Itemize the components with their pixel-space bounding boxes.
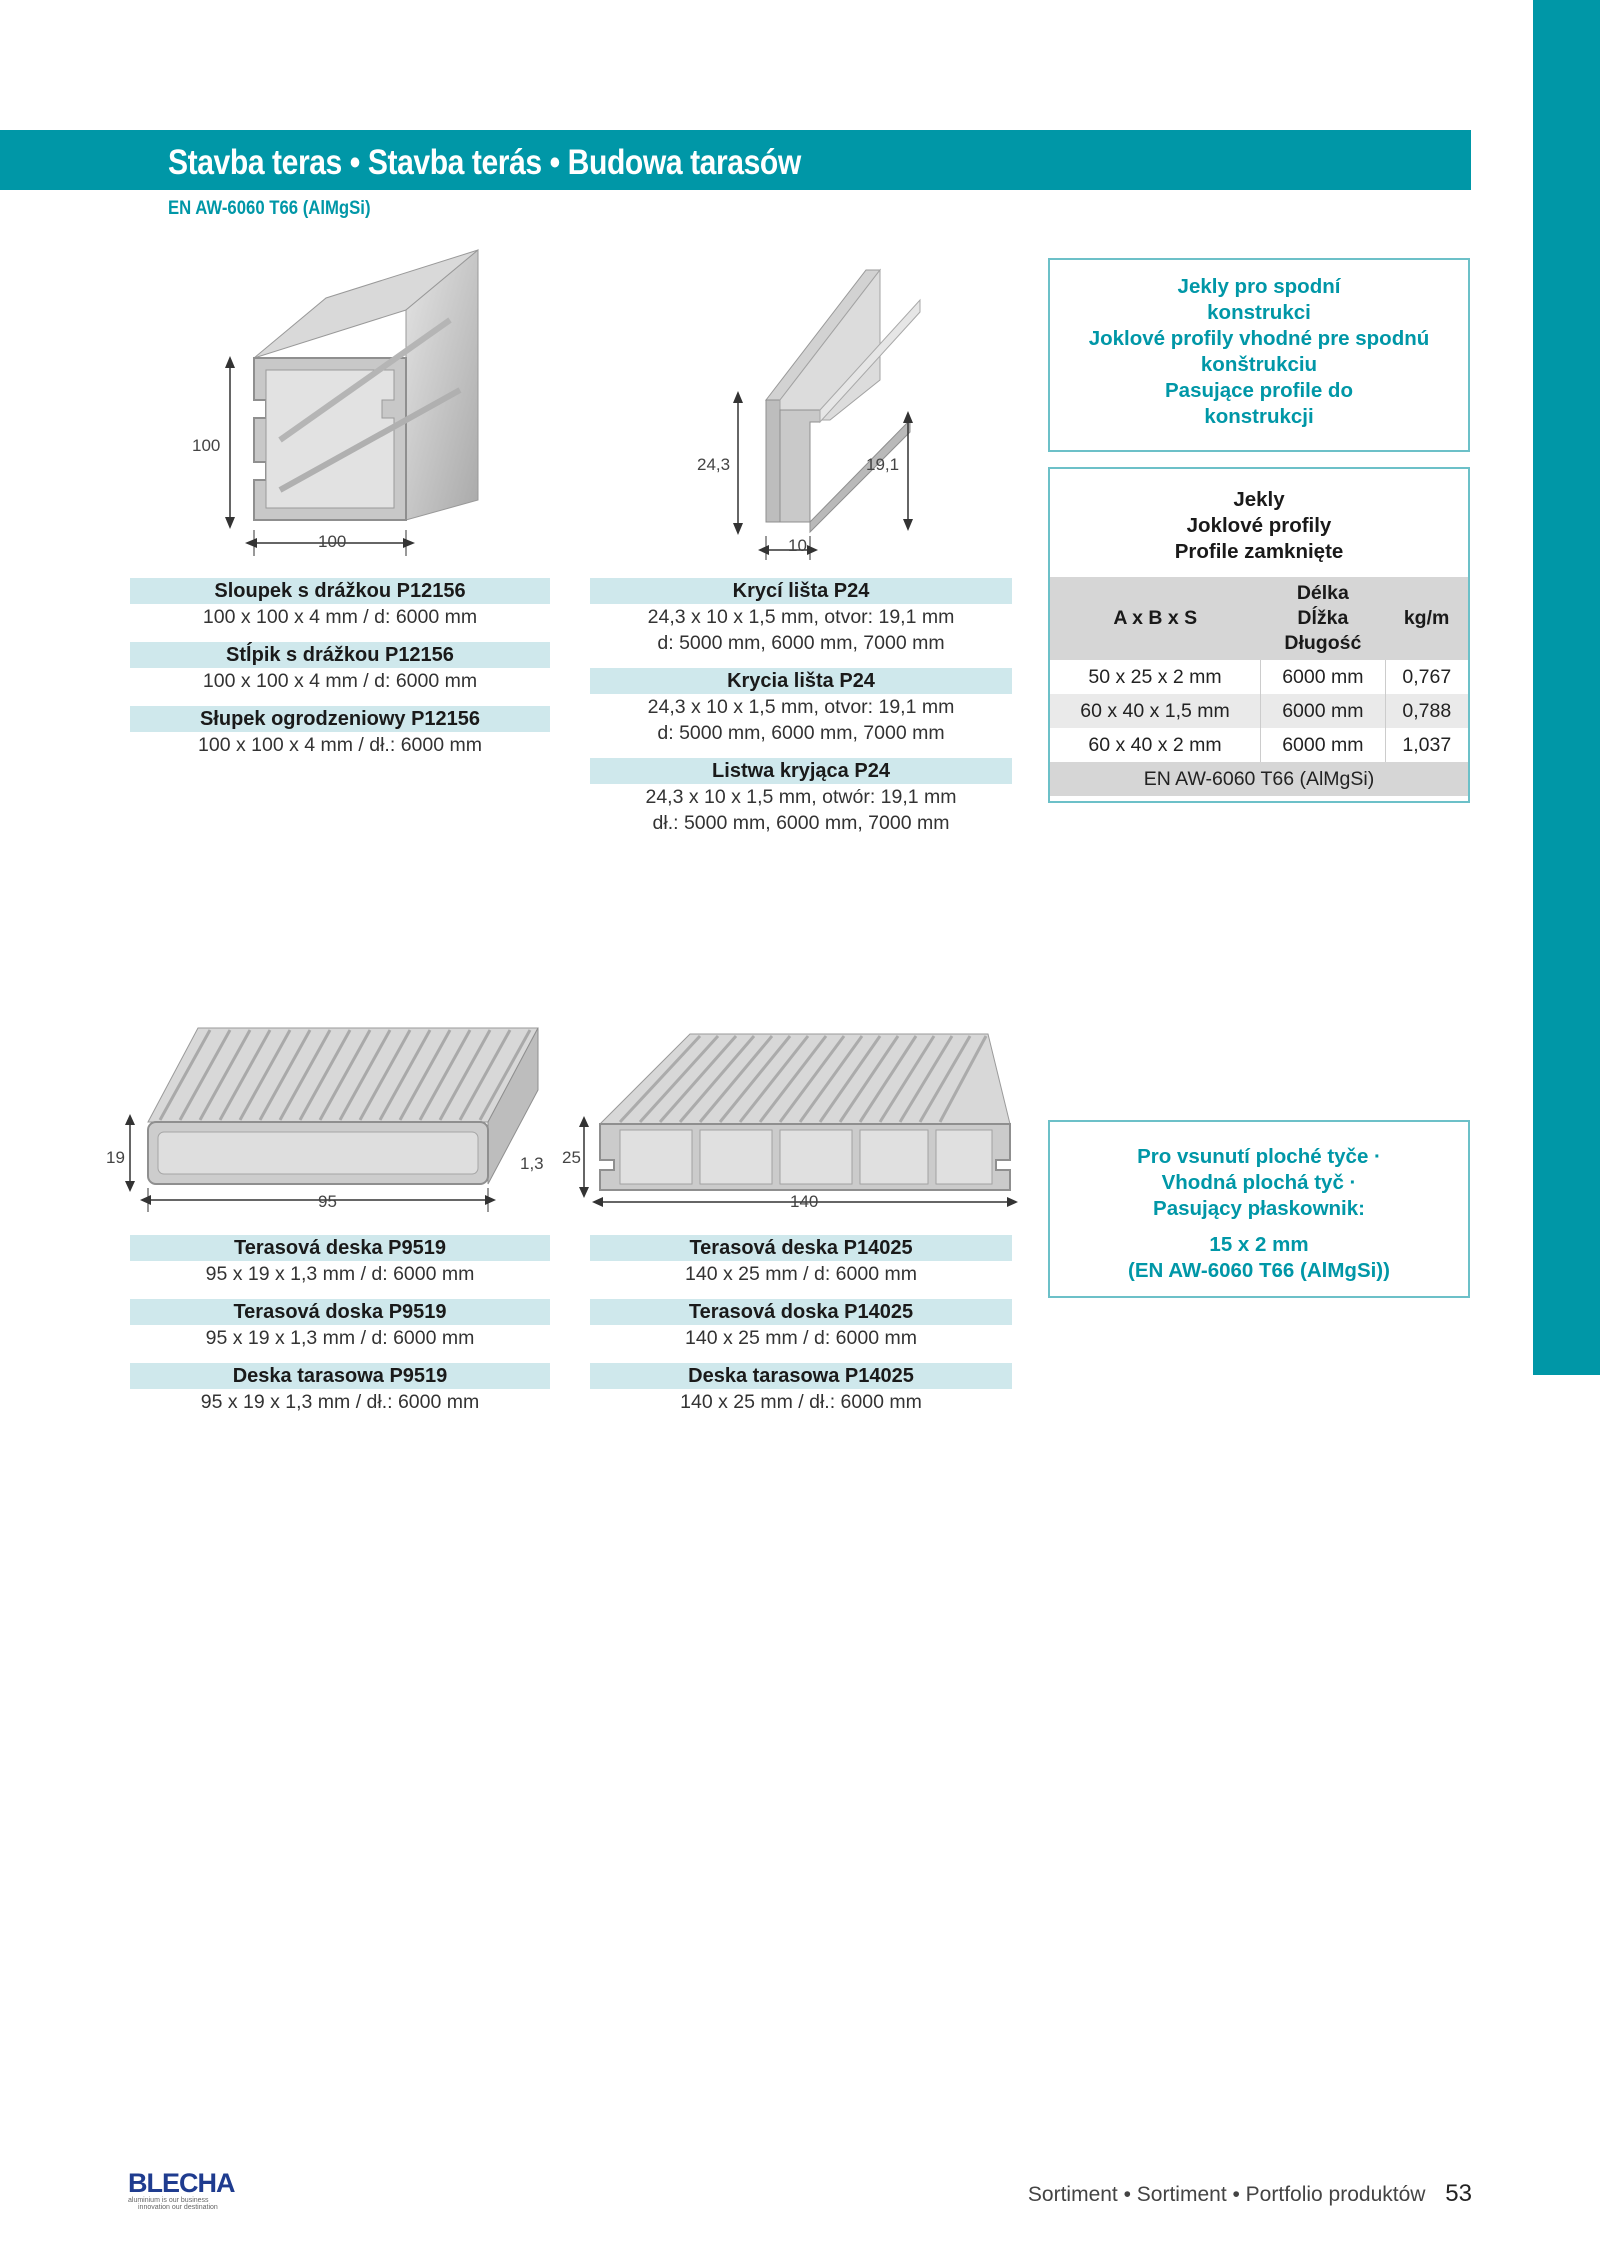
logo-tagline: innovation our destination bbox=[138, 2204, 218, 2211]
product-spec-pl: 24,3 x 10 x 1,5 mm, otwór: 19,1 mm bbox=[645, 786, 957, 808]
info-line: Joklové profily vhodné pre spodnú bbox=[1088, 327, 1430, 350]
dimension-height: 100 bbox=[192, 436, 221, 455]
dimension-width: 10 bbox=[788, 536, 807, 555]
info-line: 15 x 2 mm bbox=[1209, 1233, 1309, 1256]
cell-weight: 0,767 bbox=[1402, 666, 1452, 688]
cell-length: 6000 mm bbox=[1261, 728, 1386, 762]
page-number: 53 bbox=[1445, 2180, 1472, 2207]
product-cover-strip-info bbox=[590, 578, 1012, 836]
product-spec-sk: 140 x 25 mm / d: 6000 mm bbox=[685, 1327, 917, 1349]
product-label-cz: Terasová deska P14025 bbox=[590, 1235, 1012, 1261]
product-spec-cz: 140 x 25 mm / d: 6000 mm bbox=[685, 1263, 917, 1285]
table-row bbox=[1050, 694, 1468, 728]
product-spec-cz: 24,3 x 10 x 1,5 mm, otvor: 19,1 mm bbox=[647, 606, 955, 628]
product-spec-sk: 24,3 x 10 x 1,5 mm, otvor: 19,1 mm bbox=[647, 696, 955, 718]
dimension-width: 95 bbox=[318, 1192, 337, 1211]
cell-weight: 0,788 bbox=[1385, 694, 1468, 728]
dimension-height: 19 bbox=[106, 1148, 125, 1167]
product-label-pl: Słupek ogrodzeniowy P12156 bbox=[130, 706, 550, 732]
logo-tagline: aluminium is our business bbox=[128, 2197, 209, 2204]
column-header-length-pl: Długość bbox=[1284, 632, 1362, 654]
cell-dims: 60 x 40 x 2 mm bbox=[1050, 728, 1261, 762]
footer-section-text: Sortiment • Sortiment • Portfolio produktów bbox=[1027, 2183, 1426, 2206]
product-post-info bbox=[130, 578, 550, 758]
dimension-opening: 19,1 bbox=[866, 455, 900, 474]
dimension-wall: 1,3 bbox=[520, 1154, 544, 1173]
info-line: konstrukci bbox=[1207, 301, 1311, 324]
column-header-length-sk: Dĺžka bbox=[1297, 607, 1349, 629]
product-deck-board-large-info bbox=[590, 1235, 1012, 1415]
profiles-table bbox=[1050, 577, 1468, 796]
info-line: Vhodná plochá tyč · bbox=[1161, 1171, 1357, 1194]
info-line: Pasujący płaskownik: bbox=[1153, 1197, 1365, 1220]
info-box-flat-bar bbox=[1048, 1120, 1470, 1298]
cell-dims: 60 x 40 x 1,5 mm bbox=[1050, 694, 1261, 728]
info-line: Jekly pro spodní bbox=[1177, 275, 1341, 298]
product-label-pl: Deska tarasowa P14025 bbox=[590, 1363, 1012, 1389]
product-spec-sk-lengths: d: 5000 mm, 6000 mm, 7000 mm bbox=[657, 722, 945, 744]
table-title-cz: Jekly bbox=[1233, 488, 1285, 511]
product-spec-pl-lengths: dł.: 5000 mm, 6000 mm, 7000 mm bbox=[652, 812, 950, 834]
table-title-sk: Joklové profily bbox=[1186, 514, 1332, 537]
dimension-height: 25 bbox=[562, 1148, 581, 1167]
info-line: Pasujące profile do bbox=[1165, 379, 1353, 402]
product-label-sk: Krycia lišta P24 bbox=[590, 668, 1012, 694]
product-label-cz: Terasová deska P9519 bbox=[130, 1235, 550, 1261]
product-label-sk: Terasová doska P9519 bbox=[130, 1299, 550, 1325]
column-header-weight: kg/m bbox=[1385, 577, 1468, 660]
product-label-pl: Listwa kryjąca P24 bbox=[590, 758, 1012, 784]
product-label-sk: Terasová doska P14025 bbox=[590, 1299, 1012, 1325]
logo-wordmark: BLECHA bbox=[128, 2168, 235, 2198]
info-line: Pro vsunutí ploché tyče · bbox=[1137, 1145, 1381, 1168]
product-spec-pl: 100 x 100 x 4 mm / dł.: 6000 mm bbox=[198, 734, 482, 756]
profiles-table-box bbox=[1048, 467, 1470, 803]
company-logo bbox=[128, 2168, 235, 2211]
column-header-length-cz: Délka bbox=[1296, 582, 1349, 604]
dimension-height: 24,3 bbox=[697, 455, 731, 474]
deck-board-small-illustration bbox=[100, 1020, 560, 1220]
info-line: konštrukciu bbox=[1200, 353, 1318, 376]
product-label-pl: Deska tarasowa P9519 bbox=[130, 1363, 550, 1389]
cover-strip-illustration bbox=[690, 260, 950, 560]
cell-weight: 1,037 bbox=[1402, 734, 1452, 756]
footer-line bbox=[1028, 2180, 1472, 2208]
product-spec-cz: 95 x 19 x 1,3 mm / d: 6000 mm bbox=[205, 1263, 475, 1285]
product-label-cz: Sloupek s drážkou P12156 bbox=[130, 578, 550, 604]
material-subtitle: EN AW-6060 T66 (AlMgSi) bbox=[168, 198, 371, 219]
table-title-pl: Profile zamknięte bbox=[1174, 540, 1344, 563]
product-deck-board-small-info bbox=[130, 1235, 550, 1415]
product-spec-cz: 100 x 100 x 4 mm / d: 6000 mm bbox=[202, 606, 478, 628]
table-footer-material: EN AW-6060 T66 (AlMgSi) bbox=[1050, 762, 1468, 796]
product-label-sk: Stĺpik s drážkou P12156 bbox=[130, 642, 550, 668]
dimension-width: 100 bbox=[318, 532, 347, 551]
column-header-length bbox=[1261, 577, 1386, 660]
product-spec-sk: 100 x 100 x 4 mm / d: 6000 mm bbox=[202, 670, 478, 692]
product-spec-cz-lengths: d: 5000 mm, 6000 mm, 7000 mm bbox=[657, 632, 945, 654]
dimension-width: 140 bbox=[790, 1192, 819, 1211]
cell-length: 6000 mm bbox=[1261, 694, 1386, 728]
side-accent-bar bbox=[1533, 0, 1600, 1375]
page-title: Stavba teras • Stavba terás • Budowa tarasów bbox=[168, 143, 801, 182]
product-spec-sk: 95 x 19 x 1,3 mm / d: 6000 mm bbox=[205, 1327, 475, 1349]
info-box-subconstruction bbox=[1048, 258, 1470, 452]
post-profile-illustration bbox=[120, 240, 540, 570]
product-spec-pl: 140 x 25 mm / dł.: 6000 mm bbox=[680, 1391, 922, 1413]
product-spec-pl: 95 x 19 x 1,3 mm / dł.: 6000 mm bbox=[200, 1391, 480, 1413]
cell-dims: 50 x 25 x 2 mm bbox=[1050, 660, 1261, 694]
product-label-cz: Krycí lišta P24 bbox=[590, 578, 1012, 604]
column-header-dims: A x B x S bbox=[1050, 577, 1261, 660]
info-line: konstrukcji bbox=[1204, 405, 1314, 428]
info-line: (EN AW-6060 T66 (AlMgSi)) bbox=[1128, 1259, 1390, 1282]
table-row bbox=[1050, 728, 1468, 762]
table-row bbox=[1050, 660, 1468, 694]
cell-length: 6000 mm bbox=[1261, 660, 1386, 694]
